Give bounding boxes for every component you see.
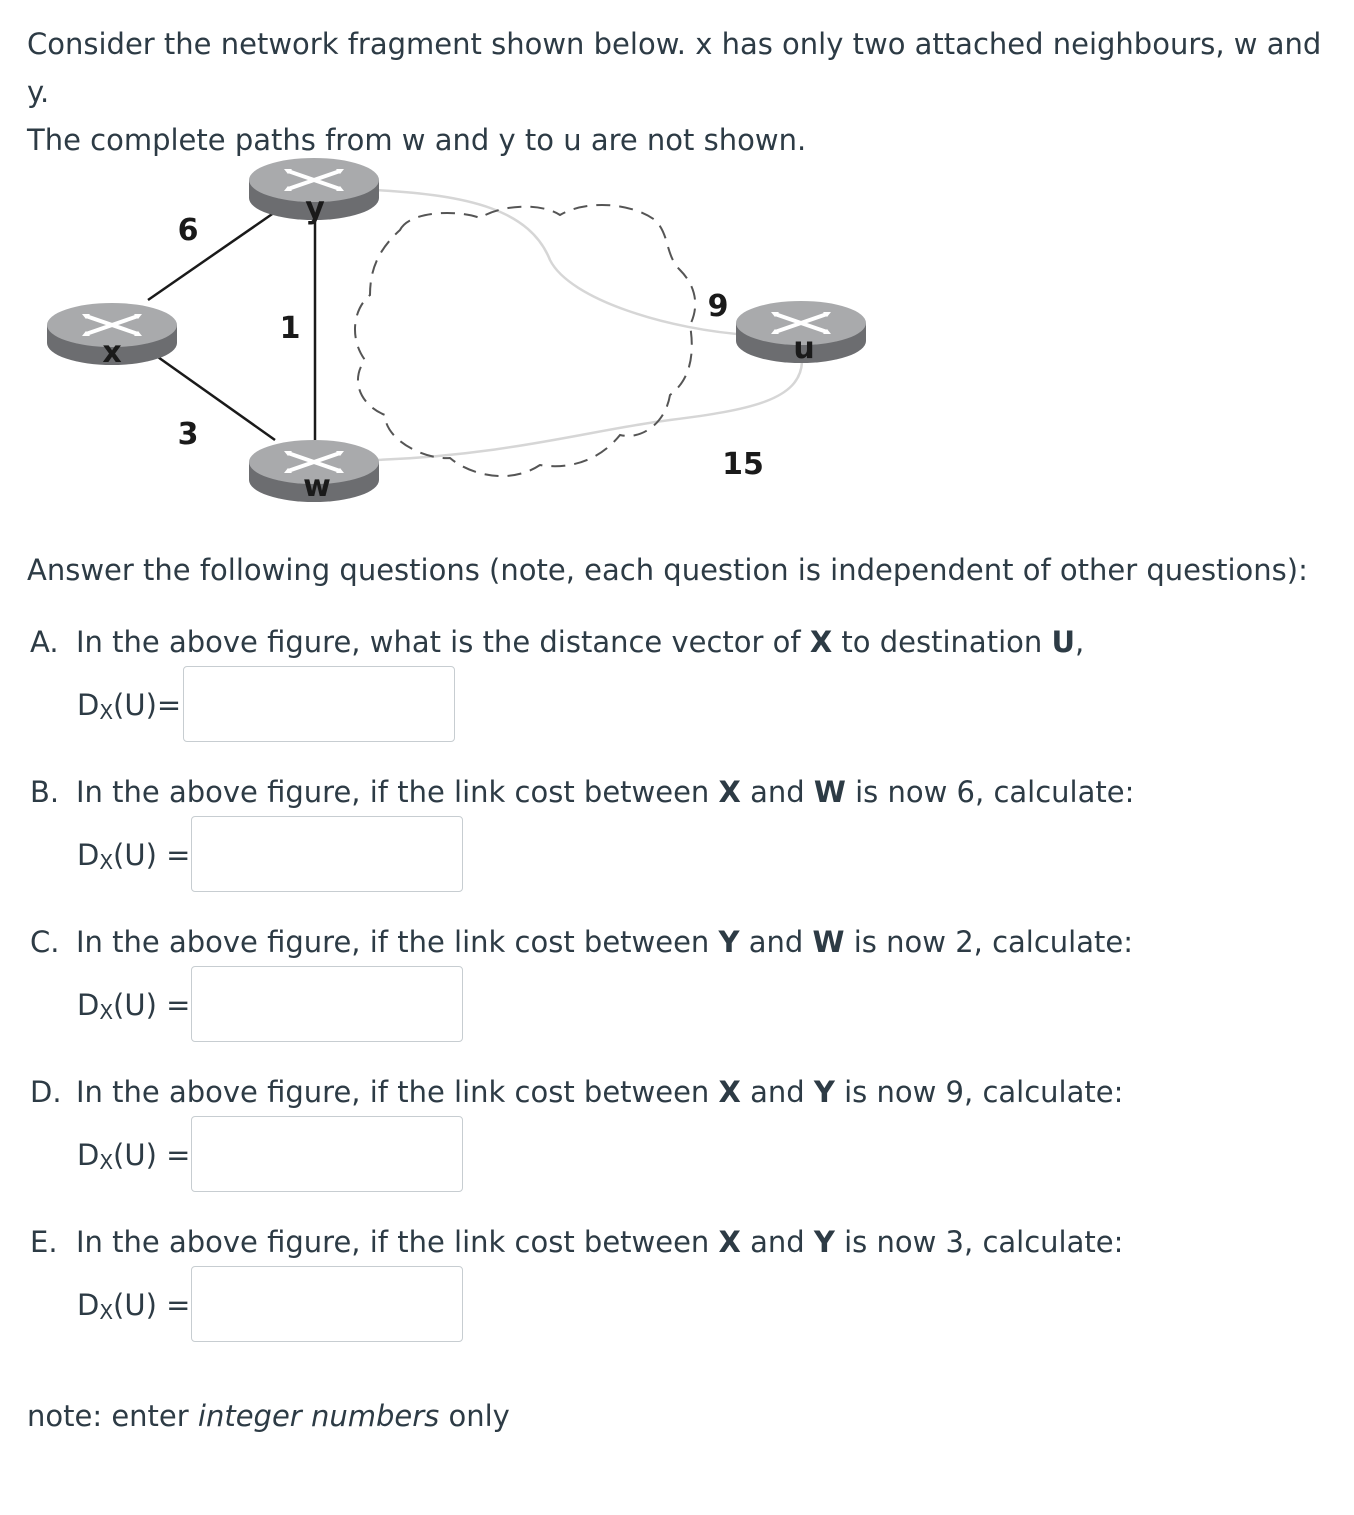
network-cloud bbox=[355, 205, 695, 476]
question-text: , bbox=[1075, 625, 1085, 659]
bold-node: Y bbox=[813, 1225, 835, 1259]
question-letter: A. bbox=[30, 625, 59, 659]
intro-line-1: Consider the network fragment shown below. x has only two attached neighbours, w and y. bbox=[27, 27, 1322, 109]
question-text: In the above figure, if the link cost between bbox=[76, 1225, 719, 1259]
question-b bbox=[30, 772, 1134, 812]
answer-label: $D_X(U)$ = bbox=[77, 988, 191, 1024]
network-diagram bbox=[30, 140, 890, 520]
question-text: and bbox=[740, 775, 814, 809]
cost-label-y-w: 1 bbox=[279, 311, 301, 346]
answer-input-d[interactable] bbox=[191, 1116, 463, 1192]
question-text: is now 9, calculate: bbox=[834, 1075, 1124, 1109]
question-text: and bbox=[740, 1075, 814, 1109]
bold-node: X bbox=[718, 1075, 741, 1109]
instructions: Answer the following questions (note, each question is independent of other questions): bbox=[27, 553, 1308, 587]
cost-label-w-u: 15 bbox=[722, 447, 764, 482]
question-text: In the above figure, if the link cost between bbox=[76, 775, 719, 809]
node-label-x: x bbox=[102, 335, 122, 370]
answer-input-a[interactable] bbox=[183, 666, 455, 742]
answer-input-e[interactable] bbox=[191, 1266, 463, 1342]
bold-node: W bbox=[813, 775, 846, 809]
path-w-to-u bbox=[375, 362, 802, 460]
answer-input-b[interactable] bbox=[191, 816, 463, 892]
bold-node: X bbox=[809, 625, 833, 659]
bold-node: Y bbox=[718, 925, 740, 959]
question-e bbox=[30, 1222, 1123, 1262]
node-label-u: u bbox=[793, 331, 815, 366]
answer-label: $D_X(U)$ = bbox=[77, 838, 191, 874]
bold-node: Y bbox=[813, 1075, 835, 1109]
note bbox=[27, 1394, 510, 1438]
question-letter: E. bbox=[30, 1225, 58, 1259]
question-text: and bbox=[739, 925, 813, 959]
question-text: In the above figure, if the link cost between bbox=[76, 925, 719, 959]
link-x-w bbox=[148, 350, 275, 440]
cost-label-x-y: 6 bbox=[177, 213, 199, 248]
bold-node: W bbox=[812, 925, 845, 959]
question-text: to destination bbox=[832, 625, 1052, 659]
link-x-y bbox=[148, 210, 278, 300]
bold-node: X bbox=[718, 775, 741, 809]
question-letter: D. bbox=[30, 1075, 62, 1109]
cost-label-y-u: 9 bbox=[707, 289, 729, 324]
answer-label: $D_X(U)$ = bbox=[77, 1138, 191, 1174]
node-label-y: y bbox=[305, 191, 325, 226]
question-d bbox=[30, 1072, 1123, 1112]
question-text: In the above figure, if the link cost between bbox=[76, 1075, 719, 1109]
question-text: and bbox=[740, 1225, 814, 1259]
note-text: only bbox=[439, 1399, 510, 1433]
question-text: In the above figure, what is the distance vector of bbox=[76, 625, 810, 659]
answer-label: $D_X(U)$ = bbox=[77, 1288, 191, 1324]
intro-line-2: The complete paths from w and y to u are not shown. bbox=[27, 123, 807, 157]
cost-label-x-w: 3 bbox=[177, 417, 199, 452]
question-text: is now 2, calculate: bbox=[844, 925, 1133, 959]
answer-input-c[interactable] bbox=[191, 966, 463, 1042]
question-letter: B. bbox=[30, 775, 60, 809]
bold-node: U bbox=[1051, 625, 1076, 659]
question-a bbox=[30, 622, 1084, 662]
question-c bbox=[30, 922, 1133, 962]
question-text: is now 6, calculate: bbox=[845, 775, 1135, 809]
question-text: is now 3, calculate: bbox=[834, 1225, 1124, 1259]
node-label-w: w bbox=[303, 469, 331, 504]
question-letter: C. bbox=[30, 925, 60, 959]
note-emphasis: integer numbers bbox=[197, 1399, 440, 1433]
note-text: note: enter bbox=[27, 1399, 198, 1433]
answer-label: $D_X(U)=$ bbox=[77, 688, 182, 724]
bold-node: X bbox=[718, 1225, 741, 1259]
